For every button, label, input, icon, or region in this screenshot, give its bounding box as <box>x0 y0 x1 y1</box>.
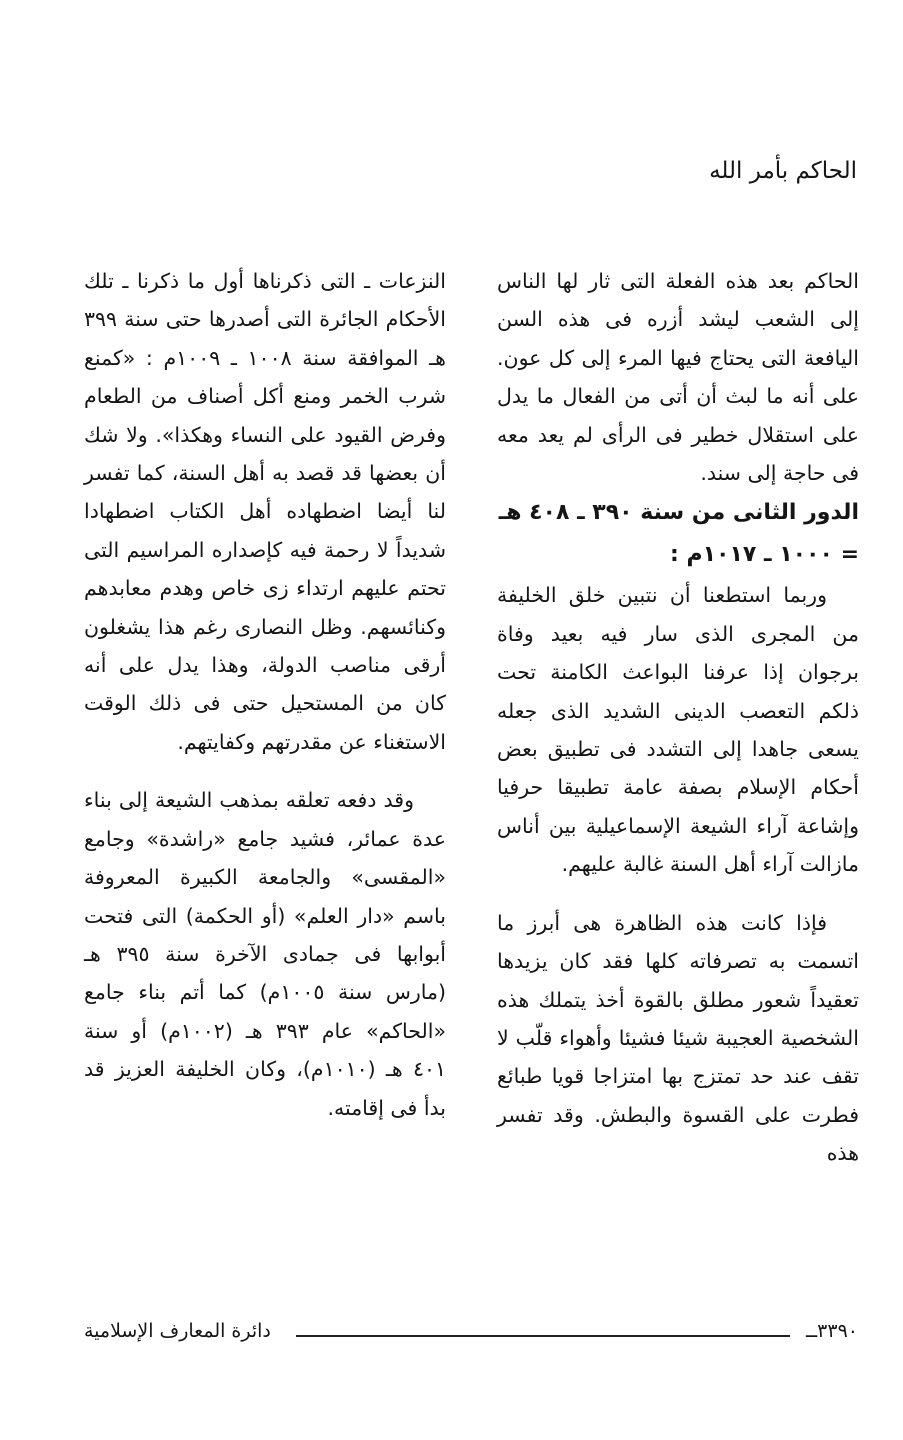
right-paragraph-1: الحاكم بعد هذه الفعلة التى ثار لها الناس إلى الشعب ليشد أزره فى هذه السن اليافعة التى يحتاج فيها المرء إلى كل عون. على أنه ما لبث أن أتى من الفعال ما يدل على استقلال خطير فى الرأى لم يعد معه فى حاجة إلى سند. <box>497 269 859 486</box>
right-paragraph-2: وربما استطعنا أن نتبين خلق الخليفة من المجرى الذى سار فيه بعيد وفاة برجوان إذا عرفنا البواعث الكامنة تحت ذلكم التعصب الدينى الشديد الذى جعله يسعى جاهدا إلى التشدد فى تطبيق بعض أحكام الإسلام بصفة عامة تطبيقا حرفيا وإشاعة آراء الشيعة الإسماعيلية بين أناس مازالت آراء أهل السنة غالبة عليهم. <box>497 583 859 877</box>
publication-title: دائرة المعارف الإسلامية <box>84 1320 271 1342</box>
page-footer <box>84 1320 858 1350</box>
footer-rule <box>296 1335 790 1337</box>
left-paragraph-1: النزعات ـ التى ذكرناها أول ما ذكرنا ـ تلك الأحكام الجائرة التى أصدرها حتى سنة ٣٩٩ هـ الموافقة سنة ١٠٠٨ ـ ١٠٠٩م : «كمنع شرب الخمر ومنع أكل أصناف من الطعام وفرض القيود على النساء وهكذا». ولا شك أن بعضها قد قصد به أهل السنة، كما تفسر لنا أيضا اضطهاده أهل الكتاب اضطهادا شديداً لا رحمة فيه كإصداره المراسيم التى تحتم عليهم ارتداء زى خاص وهدم معابدهم وكنائسهم. وظل النصارى رغم هذا يشغلون أرقى مناصب الدولة، وهذا يدل على أنه كان من المستحيل حتى فى ذلك الوقت الاستغناء عن مقدرتهم وكفايتهم. <box>84 269 446 754</box>
section-heading: الدور الثانى من سنة ٣٩٠ ـ ٤٠٨ هـ = ١٠٠٠ ـ ١٠١٧م : <box>498 500 859 568</box>
left-column <box>84 262 446 1127</box>
right-column <box>497 262 859 1173</box>
left-paragraph-2: وقد دفعه تعلقه بمذهب الشيعة إلى بناء عدة عمائر، فشيد جامع «راشدة» وجامع «المقسى» والجامعة الكبيرة المعروفة باسم «دار العلم» (أو الحكمة) التى فتحت أبوابها فى جمادى الآخرة سنة ٣٩٥ هـ (مارس سنة ١٠٠٥م) كما أتم بناء جامع «الحاكم» عام ٣٩٣ هـ (١٠٠٢م) أو سنة ٤٠١ هـ (١٠١٠م)، وكان الخليفة العزيز قد بدأ فى إقامته. <box>84 788 446 1120</box>
page-number: ٣٣٩٠ــ <box>806 1320 858 1342</box>
running-title: الحاكم بأمر الله <box>709 158 857 184</box>
right-paragraph-3: فإذا كانت هذه الظاهرة هى أبرز ما اتسمت به تصرفاته كلها فقد كان يزيدها تعقيداً شعور مطلق بالقوة أخذ يتملك هذه الشخصية العجيبة شيئا فشيئا وأهواء قلّب لا تقف عند حد تمتزج بها امتزاجا قويا طبائع فطرت على القسوة والبطش. وقد تفسر هذه <box>497 910 859 1166</box>
